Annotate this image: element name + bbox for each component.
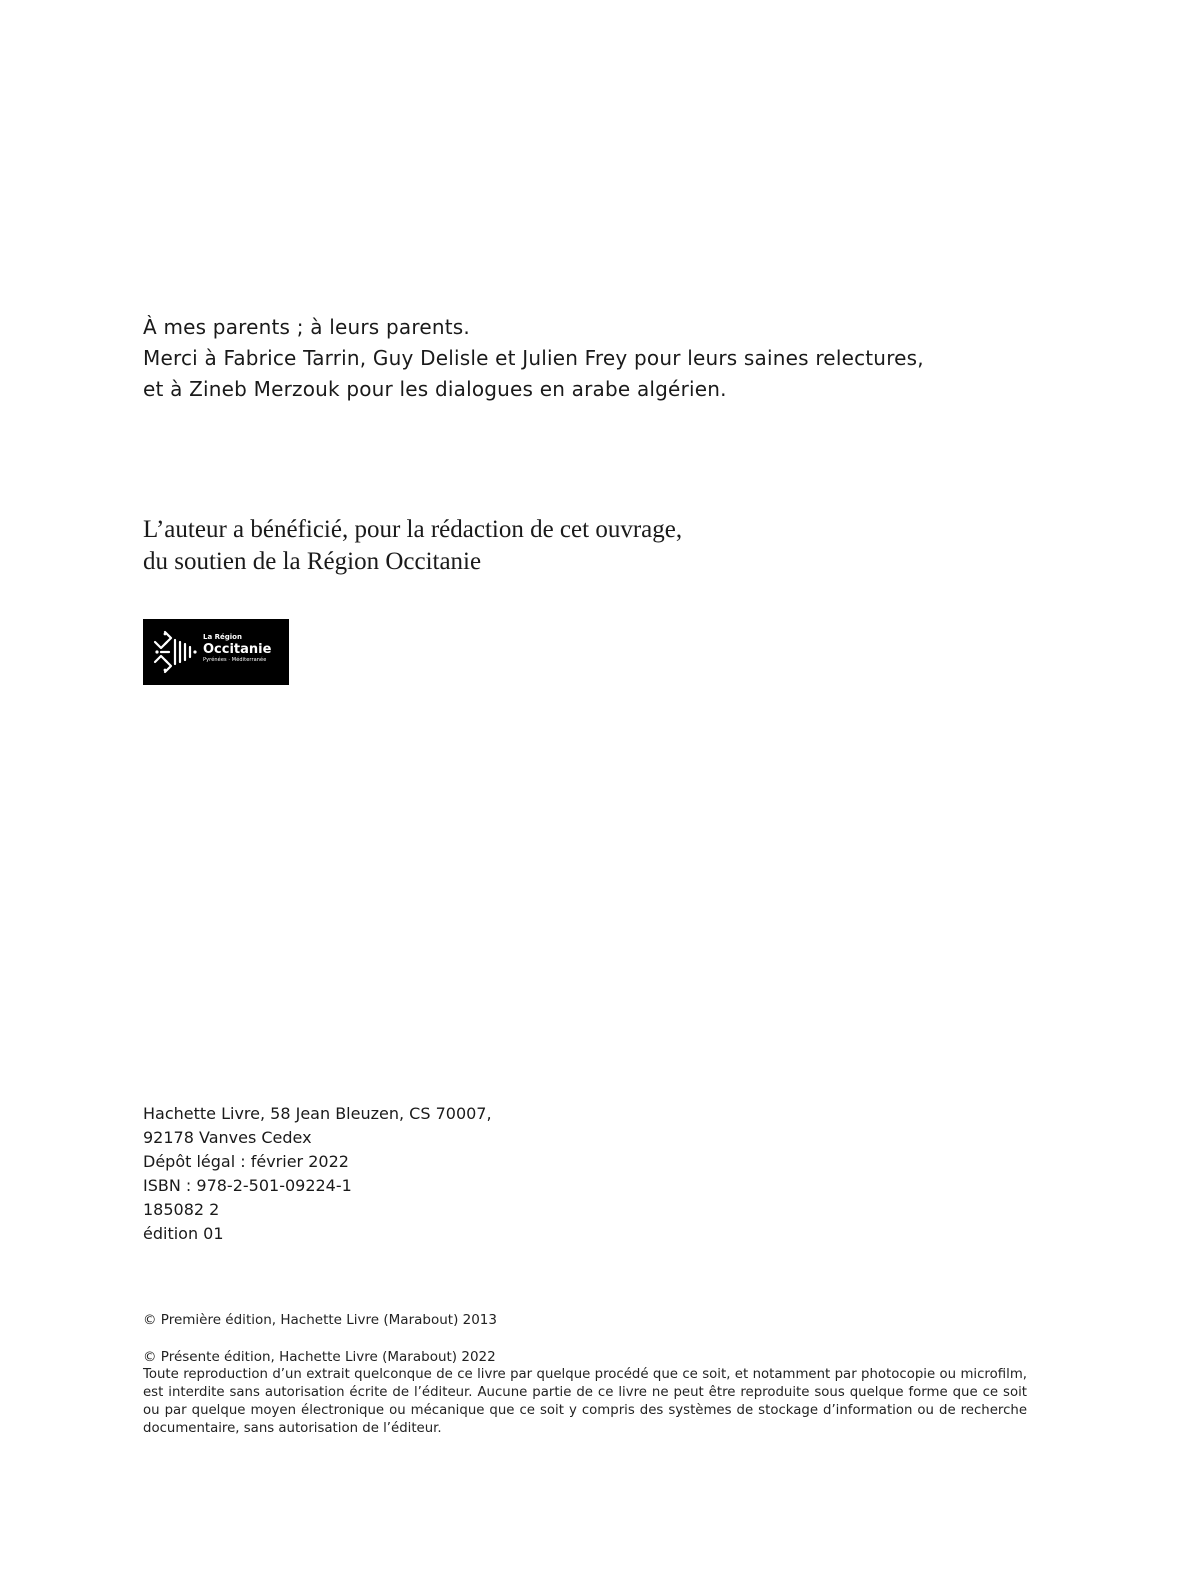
support-line: du soutien de la Région Occitanie	[143, 548, 482, 575]
copyright-block	[143, 1348, 1027, 1438]
logo-line-occitanie: Occitanie	[203, 642, 272, 657]
copyright-first-edition: © Première édition, Hachette Livre (Marabout) 2013	[143, 1312, 497, 1328]
imprint-legal-deposit: Dépôt légal : février 2022	[143, 1152, 349, 1171]
logo-line-region: La Région	[203, 633, 242, 641]
legal-notice: Toute reproduction d’un extrait quelconque de ce livre par quelque procédé que ce soit, et notamment par photocopie ou microfilm, est interdite sans autorisation écrite de l’éditeur. Aucune partie de ce livre ne peut être reproduite sous quelque forme que ce soit ou par quelque moyen électronique ou mécanique que ce soit y compris des systèmes de stockage d’information ou de recherche documentaire, sans autorisation de l’éditeur.	[143, 1367, 1027, 1436]
imprint-code: 185082 2	[143, 1200, 220, 1219]
dedication-line: Merci à Fabrice Tarrin, Guy Delisle et Julien Frey pour leurs saines relectures,	[143, 346, 924, 370]
region-occitanie-logo	[143, 619, 289, 685]
logo-line-subtitle: Pyrénées · Méditerranée	[203, 657, 267, 663]
dedication-line: À mes parents ; à leurs parents.	[143, 315, 470, 339]
imprint-edition: édition 01	[143, 1224, 224, 1243]
dedication-line: et à Zineb Merzouk pour les dialogues en arabe algérien.	[143, 377, 727, 401]
copyright-present-edition: © Présente édition, Hachette Livre (Marabout) 2022	[143, 1349, 496, 1365]
occitanie-cross-icon	[151, 628, 199, 676]
publisher-imprint	[143, 1102, 843, 1246]
imprint-city-line: 92178 Vanves Cedex	[143, 1128, 312, 1147]
imprint-address-line: Hachette Livre, 58 Jean Bleuzen, CS 70007,	[143, 1104, 492, 1123]
support-statement	[143, 514, 1043, 578]
dedication	[143, 312, 1123, 405]
logo-text	[203, 633, 287, 664]
support-line: L’auteur a bénéficié, pour la rédaction de cet ouvrage,	[143, 516, 683, 543]
imprint-isbn: ISBN : 978-2-501-09224-1	[143, 1176, 352, 1195]
